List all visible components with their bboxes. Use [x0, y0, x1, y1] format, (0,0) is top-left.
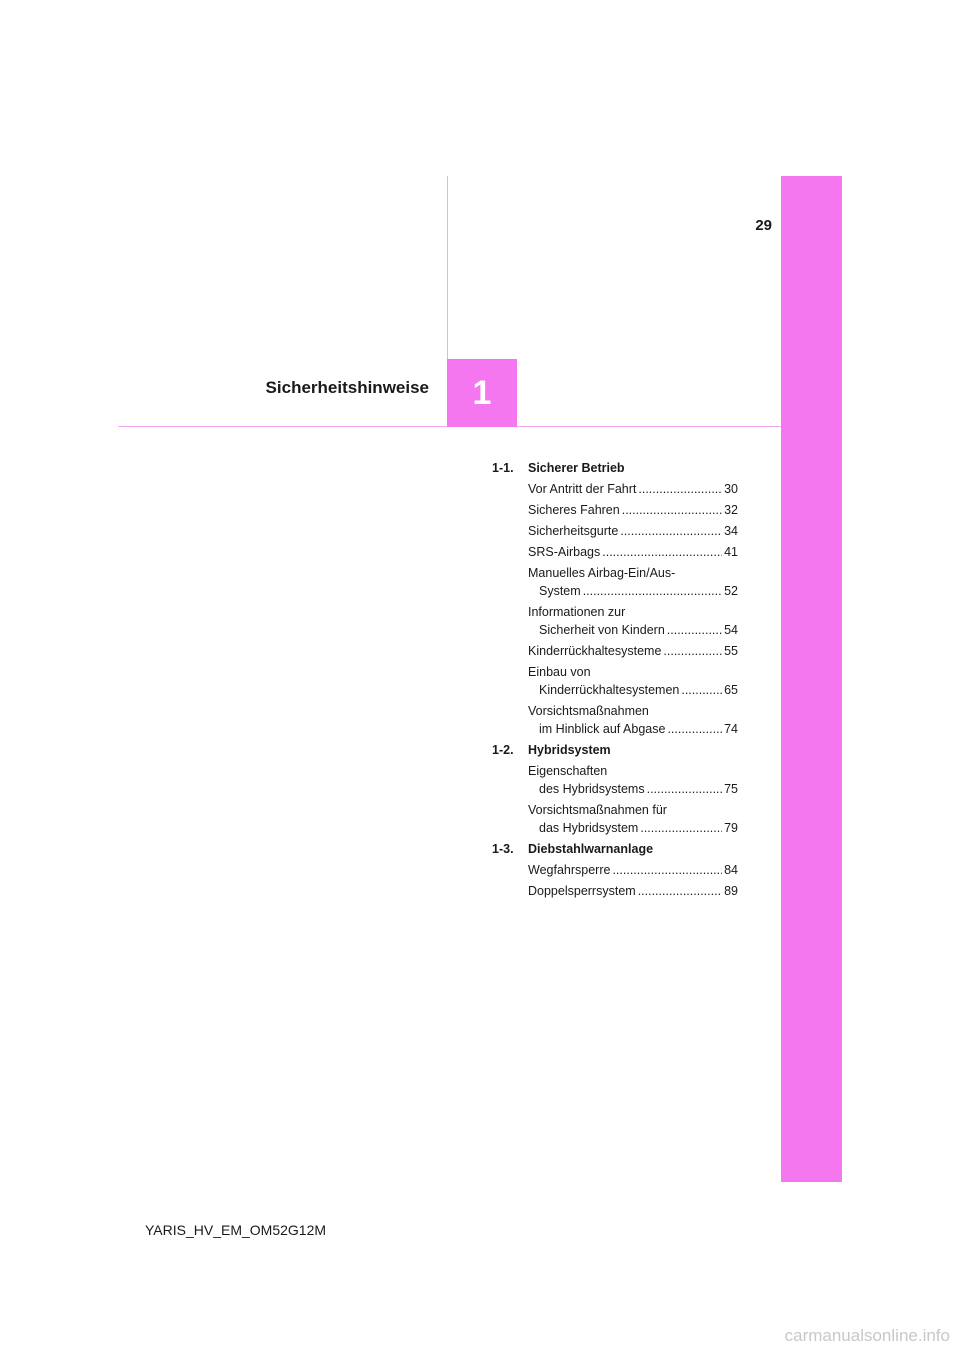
toc-entry[interactable]: [528, 663, 738, 699]
footer-watermark: carmanualsonline.info: [784, 1326, 950, 1345]
toc-entry[interactable]: [528, 603, 738, 639]
toc-section-title: Hybridsystem: [528, 743, 611, 757]
toc-dot-leader: [583, 582, 722, 600]
toc-entry[interactable]: [528, 543, 738, 561]
chapter-number: 1: [472, 373, 492, 412]
toc-entry[interactable]: [528, 522, 738, 540]
toc-entry[interactable]: [528, 564, 738, 600]
toc-entry-title: des Hybridsystems: [539, 782, 645, 796]
toc-entry-title: Sicheres Fahren: [528, 503, 620, 517]
toc-entry[interactable]: [528, 882, 738, 900]
toc-entry[interactable]: [528, 801, 738, 837]
toc-dot-leader: [647, 780, 723, 798]
toc-dot-leader: [638, 480, 722, 498]
toc-entry-page: 34: [724, 524, 738, 538]
toc-entry[interactable]: [528, 501, 738, 519]
toc-entry-title: Informationen zur: [528, 605, 626, 619]
toc-entry-title: Kinderrückhaltesystemen: [539, 683, 680, 697]
toc-dot-leader: [667, 621, 722, 639]
chapter-side-tab: [781, 176, 842, 1182]
toc-entry-page: 79: [724, 821, 738, 835]
toc-entry[interactable]: [528, 480, 738, 498]
toc-section: [492, 741, 738, 837]
toc-entry-page: 41: [724, 545, 738, 559]
toc-dot-leader: [620, 522, 722, 540]
toc-entry-title: Manuelles Airbag-Ein/Aus-: [528, 566, 676, 580]
toc-entry-page: 65: [724, 683, 738, 697]
toc-section-number: 1-1.: [492, 461, 514, 475]
chapter-title: Sicherheitshinweise: [265, 378, 429, 397]
toc-section-number: 1-2.: [492, 743, 514, 757]
toc-entry-title: Doppelsperrsystem: [528, 884, 636, 898]
toc-section-heading[interactable]: [492, 459, 738, 477]
toc-section-heading[interactable]: [492, 840, 738, 858]
toc-entry-title: Kinderrückhaltesysteme: [528, 644, 662, 658]
toc-section-title: Sicherer Betrieb: [528, 461, 625, 475]
toc-dot-leader: [638, 882, 722, 900]
toc-entry-page: 75: [724, 782, 738, 796]
toc-dot-leader: [612, 861, 722, 879]
toc-section-number: 1-3.: [492, 842, 514, 856]
toc-entry-page: 32: [724, 503, 738, 517]
page-number: 29: [755, 217, 772, 234]
toc-entry-title: Vor Antritt der Fahrt: [528, 482, 637, 496]
toc-dot-leader: [640, 819, 722, 837]
toc-entry[interactable]: [528, 642, 738, 660]
toc-entry-page: 89: [724, 884, 738, 898]
toc-section-heading[interactable]: [492, 741, 738, 759]
toc-entry-page: 55: [724, 644, 738, 658]
toc-entry-title: das Hybridsystem: [539, 821, 639, 835]
toc-entry-title: Einbau von: [528, 665, 591, 679]
toc-dot-leader: [681, 681, 722, 699]
toc-entry-title: Sicherheitsgurte: [528, 524, 619, 538]
toc-entry-title: Vorsichtsmaßnahmen: [528, 704, 649, 718]
toc-entry-title: Eigenschaften: [528, 764, 608, 778]
toc-entry-title: System: [539, 584, 581, 598]
header-vertical-rule: [447, 176, 448, 359]
toc-entry-title: Vorsichtsmaßnahmen für: [528, 803, 667, 817]
toc-entry-page: 52: [724, 584, 738, 598]
table-of-contents: [492, 459, 738, 903]
toc-entry-title: Wegfahrsperre: [528, 863, 611, 877]
toc-entry-title: im Hinblick auf Abgase: [539, 722, 666, 736]
toc-dot-leader: [663, 642, 722, 660]
toc-entry-page: 74: [724, 722, 738, 736]
toc-dot-leader: [667, 720, 722, 738]
toc-entry[interactable]: [528, 702, 738, 738]
toc-entry-page: 54: [724, 623, 738, 637]
chapter-number-box: [447, 359, 517, 427]
toc-dot-leader: [622, 501, 722, 519]
toc-entry[interactable]: [528, 861, 738, 879]
toc-entry[interactable]: [528, 762, 738, 798]
toc-section: [492, 840, 738, 900]
toc-section: [492, 459, 738, 738]
toc-section-title: Diebstahlwarnanlage: [528, 842, 654, 856]
toc-entry-title: Sicherheit von Kindern: [539, 623, 665, 637]
footer-document-code: YARIS_HV_EM_OM52G12M: [145, 1222, 327, 1238]
toc-dot-leader: [602, 543, 722, 561]
toc-entry-title: SRS-Airbags: [528, 545, 601, 559]
toc-entry-page: 30: [724, 482, 738, 496]
toc-entry-page: 84: [724, 863, 738, 877]
